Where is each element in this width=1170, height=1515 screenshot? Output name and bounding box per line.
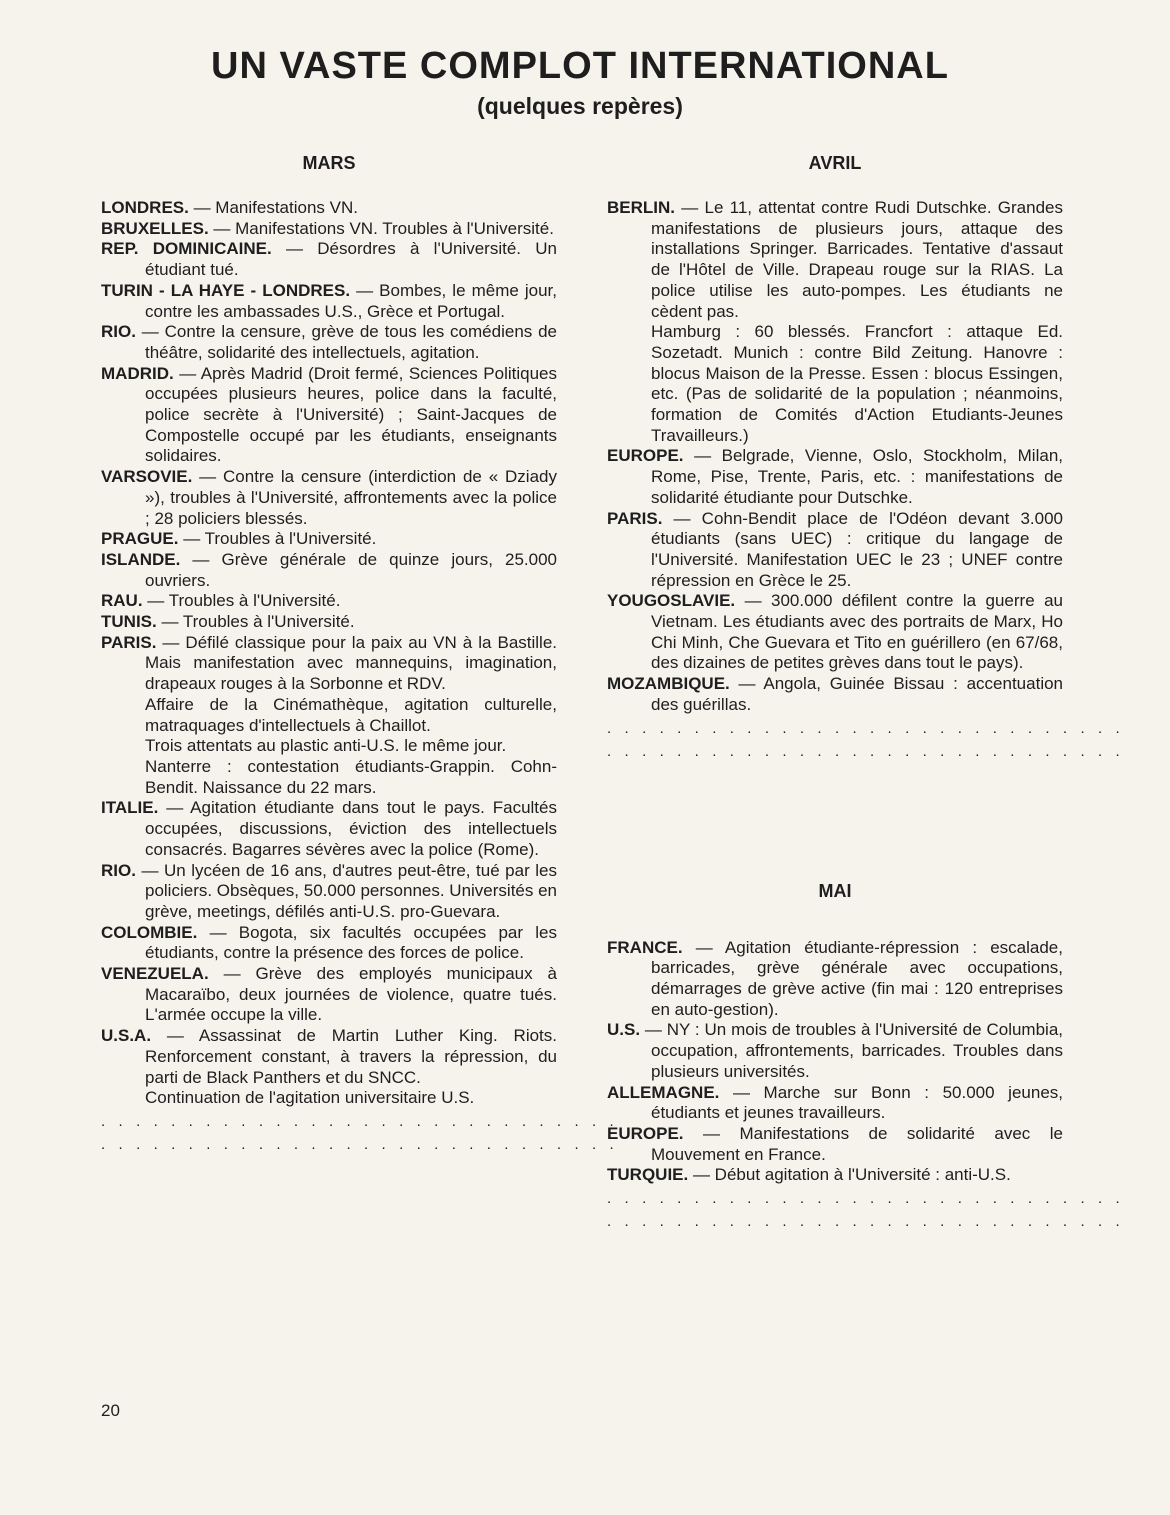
chronology-entry <box>101 198 557 219</box>
entry-place: U.S. <box>607 1020 641 1040</box>
chronology-entry <box>101 364 557 468</box>
entry-text: — Belgrade, Vienne, Oslo, Stockholm, Milan, Rome, Pise, Trente, Paris, etc. : manifestations de solidarité étudiante pour Dutschke. <box>651 446 1063 507</box>
entry-continuation: Nanterre : contestation étudiants-Grappin. Cohn-Bendit. Naissance du 22 mars. <box>145 756 557 797</box>
entry-place: BERLIN. <box>607 198 675 217</box>
entry-place: TUNIS. <box>101 612 157 632</box>
entry-text: — Agitation étudiante dans tout le pays. Facultés occupées, discussions, éviction des intellectuels consacrés. Bagarres sévères avec la police (Rome). <box>145 798 557 859</box>
chronology-entry <box>607 1165 1063 1186</box>
chronology-entry <box>101 964 557 1026</box>
entry-text: — Défilé classique pour la paix au VN à la Bastille. Mais manifestation avec mannequins, imagination, drapeaux rouges à la Sorbonne et RDV. <box>145 632 557 694</box>
entry-text: — Grève générale de quinze jours, 25.000 ouvriers. <box>145 549 557 590</box>
entry-place: U.S.A. <box>101 1026 152 1046</box>
entry-text: — 300.000 défilent contre la guerre au Vietnam. Les étudiants avec des portraits de Marx, Ho Chi Minh, Che Guevara et Tito en guérillero (en 67/68, des dizaines de petites grèves dans tout le pays). <box>651 591 1063 673</box>
entry-text: — Angola, Guinée Bissau : accentuation des guérillas. <box>651 674 1063 714</box>
entry-text: — Bogota, six facultés occupées par les étudiants, contre la présence des forces de police. <box>145 922 557 963</box>
chronology-entry <box>101 591 557 612</box>
chronology-entry <box>101 550 557 591</box>
entry-place: RIO. <box>101 860 136 880</box>
entry-text: — Contre la censure (interdiction de « Dziady »), troubles à l'Université, affrontements avec la police ; 28 policiers blessés. <box>145 467 557 528</box>
ellipsis-line: . . . . . . . . . . . . . . . . . . . . . . . . . . . . . . <box>101 1135 619 1153</box>
entry-place: RAU. <box>101 591 143 611</box>
entry-place: VARSOVIE. <box>101 467 193 487</box>
chronology-entry <box>607 1083 1063 1124</box>
chronology-entry <box>101 798 557 860</box>
page-subtitle: (quelques repères) <box>477 93 683 119</box>
chronology-entry <box>607 509 1063 592</box>
chronology-entry <box>101 923 557 964</box>
entry-place: MADRID. <box>101 363 174 383</box>
page-number: 20 <box>101 1401 120 1420</box>
entry-text: — Troubles à l'Université. <box>178 529 377 549</box>
entry-text: — Après Madrid (Droit fermé, Sciences Politiques occupées plusieurs heures, police dans la faculté, police secrète à l'Université) ; Saint-Jacques de Compostelle occupé par les étudiants, enseignants solidaires. <box>145 363 557 466</box>
entry-text: — Manifestations VN. Troubles à l'Université. <box>208 218 554 238</box>
entry-continuation: Continuation de l'agitation universitaire U.S. <box>145 1088 475 1108</box>
entry-place: TURQUIE. <box>607 1165 689 1185</box>
entry-text: — NY : Un mois de troubles à l'Université de Columbia, occupation, affrontements, barricades. Troubles dans plusieurs universités. <box>640 1020 1063 1081</box>
entry-text: — Bombes, le même jour, contre les ambassades U.S., Grèce et Portugal. <box>145 280 557 321</box>
entry-place: VENEZUELA. <box>101 964 209 984</box>
entry-continuation: Affaire de la Cinémathèque, agitation culturelle, matraquages d'intellectuels à Chaillot. <box>145 694 557 735</box>
entry-place: BRUXELLES. <box>101 218 209 238</box>
entry-text: — Troubles à l'Université. <box>142 591 341 611</box>
ellipsis-line: . . . . . . . . . . . . . . . . . . . . . . . . . . . . . . <box>607 742 1125 760</box>
entry-place: EUROPE. <box>607 1123 684 1143</box>
page-title: UN VASTE COMPLOT INTERNATIONAL <box>211 45 949 87</box>
chronology-entry <box>607 1020 1063 1082</box>
chronology-entry <box>101 239 557 280</box>
entry-text: — Troubles à l'Université. <box>156 612 355 632</box>
chronology-entry <box>101 529 557 550</box>
column-right <box>607 152 1125 1232</box>
chronology-list-avril <box>607 198 1063 716</box>
entry-continuation: Trois attentats au plastic anti-U.S. le même jour. <box>145 736 507 756</box>
entry-place: ITALIE. <box>101 798 159 818</box>
entry-text: — Marche sur Bonn : 50.000 jeunes, étudiants et jeunes travailleurs. <box>651 1082 1063 1123</box>
entry-text: — Cohn-Bendit place de l'Odéon devant 3.000 étudiants (sans UEC) : critique du langage de l'Université. Manifestation UEC le 23 ; UNEF contre répression en Grèce le 25. <box>651 508 1063 590</box>
entry-place: ISLANDE. <box>101 549 181 569</box>
chronology-entry <box>607 198 1063 322</box>
entry-text: — Manifestations VN. <box>188 198 358 217</box>
entry-place: REP. DOMINICAINE. <box>101 239 272 259</box>
entry-place: LONDRES. <box>101 198 189 217</box>
ellipsis-line: . . . . . . . . . . . . . . . . . . . . . . . . . . . . . . <box>101 1112 619 1130</box>
entry-place: FRANCE. <box>607 937 683 957</box>
entry-text: — Contre la censure, grève de tous les comédiens de théâtre, solidarité des intellectuels, agitation. <box>135 322 557 362</box>
entry-text: — Assassinat de Martin Luther King. Riots. Renforcement constant, à travers la répression, du parti de Black Panthers et du SNCC. <box>145 1026 557 1087</box>
chronology-entry <box>101 219 557 240</box>
chronology-entry <box>607 1124 1063 1165</box>
chronology-entry <box>101 612 557 633</box>
chronology-list-mai <box>607 938 1063 1186</box>
entry-place: COLOMBIE. <box>101 922 198 942</box>
entry-text: — Le 11, attentat contre Rudi Dutschke. Grandes manifestations de plusieurs jours, attaque des installations Springer. Barricades. Tentative d'assaut de l'Hôtel de Ville. Drapeau rouge sur la RIAS. La police utilise les auto-pompes. Les étudiants ne cèdent pas. <box>651 198 1063 321</box>
entry-text: — Agitation étudiante-répression : escalade, barricades, grève générale avec occupations, démarrages de grève active (fin mai : 120 entreprises en auto-gestion). <box>651 937 1063 1019</box>
month-heading-avril: AVRIL <box>808 153 862 173</box>
chronology-entry <box>607 938 1063 1021</box>
chronology-entry <box>607 446 1063 508</box>
chronology-entry <box>101 633 557 695</box>
chronology-entry <box>101 322 557 363</box>
chronology-list-mars <box>101 198 557 1109</box>
entry-place: MOZAMBIQUE. <box>607 674 730 694</box>
ellipsis-line: . . . . . . . . . . . . . . . . . . . . . . . . . . . . . . <box>607 1190 1125 1208</box>
ellipsis-line: . . . . . . . . . . . . . . . . . . . . . . . . . . . . . . <box>607 719 1125 737</box>
entry-place: PARIS. <box>607 508 663 528</box>
entry-continuation: Hamburg : 60 blessés. Francfort : attaque Ed. Sozetadt. Munich : contre Bild Zeitung. Hanovre : blocus Maison de la Presse. Essen : blocus Essingen, etc. (Pas de solidarité de la population ; néanmoins, formation de Comités d'Action Etudiants-Jeunes Travailleurs.) <box>651 322 1063 445</box>
entry-text: — Début agitation à l'Université : anti-U.S. <box>688 1165 1011 1185</box>
entry-place: YOUGOSLAVIE. <box>607 591 736 611</box>
entry-place: ALLEMAGNE. <box>607 1082 720 1102</box>
chronology-entry <box>101 281 557 322</box>
month-heading-mai: MAI <box>818 880 852 901</box>
entry-text: — Désordres à l'Université. Un étudiant tué. <box>145 239 557 280</box>
entry-place: PRAGUE. <box>101 529 179 549</box>
chronology-entry <box>607 591 1063 674</box>
chronology-entry <box>101 467 557 529</box>
entry-place: EUROPE. <box>607 446 684 466</box>
chronology-entry <box>607 674 1063 715</box>
entry-place: RIO. <box>101 322 136 342</box>
entry-text: — Manifestations de solidarité avec le Mouvement en France. <box>651 1123 1063 1164</box>
column-left <box>101 152 619 1155</box>
chronology-entry <box>101 1026 557 1088</box>
ellipsis-line: . . . . . . . . . . . . . . . . . . . . . . . . . . . . . . <box>607 1213 1125 1231</box>
chronology-entry <box>101 861 557 923</box>
entry-place: TURIN - LA HAYE - LONDRES. <box>101 280 351 300</box>
entry-text: — Un lycéen de 16 ans, d'autres peut-être, tué par les policiers. Obsèques, 50.000 personnes. Universités en grève, meetings, défilés anti-U.S. pro-Guevara. <box>135 860 558 921</box>
entry-text: — Grève des employés municipaux à Macaraïbo, deux journées de violence, quatre tués. L'armée occupe la ville. <box>145 964 557 1025</box>
month-heading-mars: MARS <box>302 153 356 173</box>
entry-place: PARIS. <box>101 632 157 652</box>
